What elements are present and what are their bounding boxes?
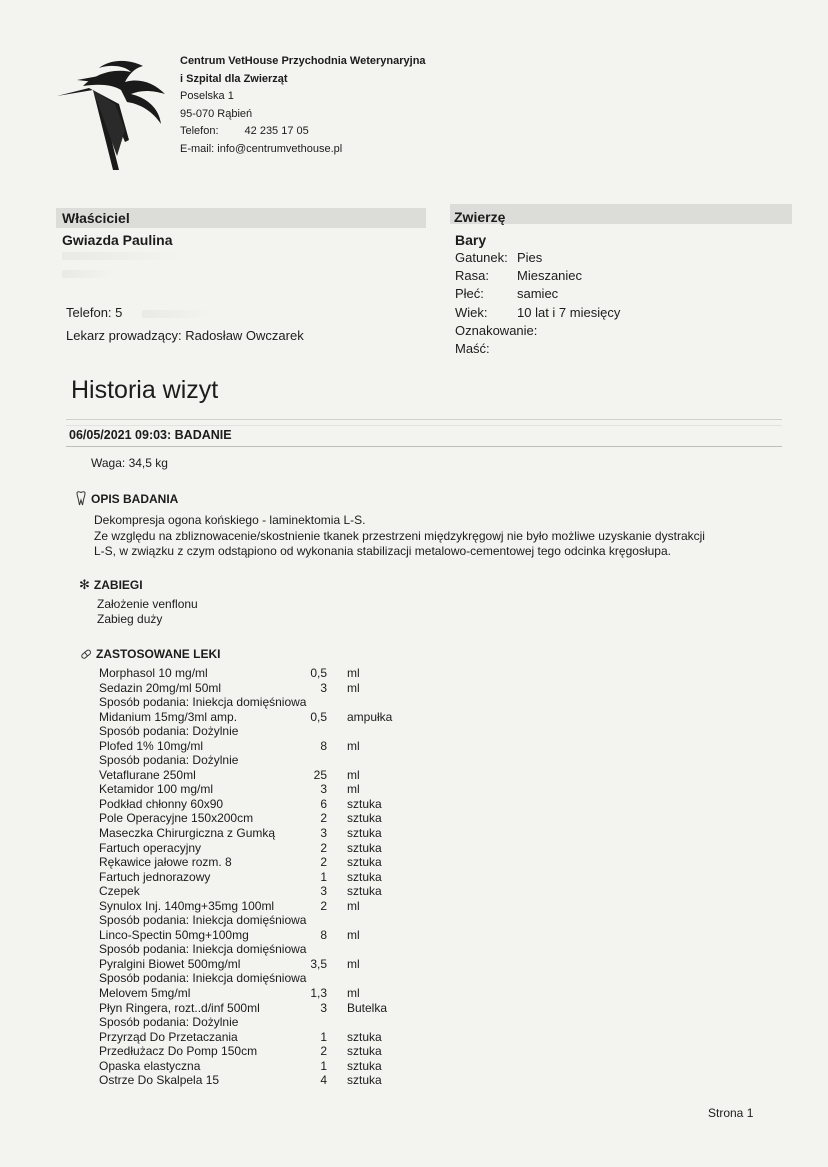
meds-table xyxy=(99,666,392,1088)
med-name: Opaska elastyczna xyxy=(99,1058,201,1073)
clinic-email: E-mail: info@centrumvethouse.pl xyxy=(180,142,343,155)
divider xyxy=(66,446,782,447)
med-name: Midanium 15mg/3ml amp. xyxy=(99,709,238,724)
clinic-street: Poselska 1 xyxy=(180,90,234,102)
med-route-row xyxy=(99,1015,392,1030)
scalpel-cross-icon: ✻ xyxy=(79,577,90,592)
med-name: Pyralgini Biowet 500mg/ml xyxy=(99,956,241,971)
med-unit: sztuka xyxy=(347,840,382,855)
animal-field-breed: Rasa: Mieszaniec xyxy=(455,268,583,284)
exam-line: L-S, w związku z czym odstąpiono od wykonania stabilizacji metalowo-cementowej tego odcinka kręgosłupa. xyxy=(94,544,671,558)
med-qty: 1 xyxy=(320,1029,327,1044)
med-qty: 8 xyxy=(320,738,327,753)
clinic-phone: 42 235 17 05 xyxy=(244,125,309,137)
procedures-section-header xyxy=(79,577,143,593)
med-unit: ml xyxy=(347,898,360,913)
med-row xyxy=(99,710,392,725)
procedure-item: Zabieg duży xyxy=(97,612,163,626)
med-route-row xyxy=(99,913,392,928)
med-unit: ml xyxy=(347,666,360,680)
med-unit: sztuka xyxy=(347,1044,382,1059)
med-unit: ml xyxy=(347,986,360,1001)
med-name: Pole Operacyjne 150x200cm xyxy=(99,811,254,826)
med-name: Czepek xyxy=(99,884,140,899)
med-unit: sztuka xyxy=(347,884,382,899)
attending-doctor: Lekarz prowadzący: Radosław Owczarek xyxy=(66,328,304,343)
med-qty: 3 xyxy=(320,680,327,695)
med-name: Płyn Ringera, rozt..d/inf 500ml xyxy=(99,1000,260,1015)
med-row xyxy=(99,1073,392,1088)
med-row xyxy=(99,884,392,899)
med-name: Synulox Inj. 140mg+35mg 100ml xyxy=(99,898,275,913)
owner-heading: Właściciel xyxy=(62,210,130,226)
med-route-row xyxy=(99,695,392,710)
med-row xyxy=(99,1030,392,1045)
pill-icon xyxy=(80,648,92,660)
med-qty: 3,5 xyxy=(310,956,327,971)
med-name: Sposób podania: Iniekcja domięśniowa xyxy=(99,942,307,957)
med-row xyxy=(99,986,392,1001)
med-route-row xyxy=(99,942,392,957)
med-row xyxy=(99,811,392,826)
page-number: Strona 1 xyxy=(708,1106,754,1120)
meds-heading: ZASTOSOWANE LEKI xyxy=(96,647,221,661)
med-qty: 1 xyxy=(320,869,327,884)
med-row xyxy=(99,797,392,812)
med-qty: 3 xyxy=(320,782,327,797)
owner-phone: Telefon: 5 xyxy=(66,305,123,320)
med-row xyxy=(99,855,392,870)
animal-name: Bary xyxy=(455,232,487,248)
clinic-name-line2: i Szpital dla Zwierząt xyxy=(180,72,288,85)
med-qty: 3 xyxy=(320,826,327,841)
med-row xyxy=(99,1044,392,1059)
clinic-name-line1: Centrum VetHouse Przychodnia Weterynaryjna xyxy=(180,55,426,67)
med-unit: ml xyxy=(347,680,360,695)
med-name: Przyrząd Do Przetaczania xyxy=(99,1029,238,1044)
med-unit: sztuka xyxy=(347,796,382,811)
exam-section-header xyxy=(75,491,178,507)
med-qty: 0,5 xyxy=(310,709,327,724)
med-unit: ml xyxy=(347,956,360,971)
med-name: Vetaflurane 250ml xyxy=(99,767,196,782)
med-qty: 2 xyxy=(320,855,327,870)
med-unit: sztuka xyxy=(347,1029,382,1044)
med-row xyxy=(99,1059,392,1074)
med-row xyxy=(99,739,392,754)
procedures-heading: ZABIEGI xyxy=(93,578,143,592)
animal-fields xyxy=(455,249,620,358)
clinic-city: 95-070 Rąbień xyxy=(180,107,253,120)
med-route-row xyxy=(99,753,392,768)
med-qty: 1 xyxy=(320,1058,327,1073)
history-title: Historia wizyt xyxy=(71,376,219,404)
med-name: Linco-Spectin 50mg+100mg xyxy=(99,927,249,942)
owner-name: Gwiazda Paulina xyxy=(62,232,173,248)
clinic-info xyxy=(180,53,426,158)
tooth-icon xyxy=(75,491,87,507)
med-row xyxy=(99,826,392,841)
med-name: Ketamidor 100 mg/ml xyxy=(99,782,214,797)
med-qty: 1,3 xyxy=(310,986,327,1001)
med-name: Podkład chłonny 60x90 xyxy=(99,796,224,811)
med-unit: ml xyxy=(347,782,360,797)
med-qty: 2 xyxy=(320,840,327,855)
divider xyxy=(66,419,782,420)
med-unit: sztuka xyxy=(347,1058,382,1073)
med-row xyxy=(99,681,392,696)
divider xyxy=(66,425,782,426)
med-name: Fartuch operacyjny xyxy=(99,840,202,855)
med-name: Melovem 5mg/ml xyxy=(99,986,191,1001)
med-name: Sposób podania: Dożylnie xyxy=(99,1015,239,1030)
animal-field-color: Maść: xyxy=(455,341,490,357)
procedure-item: Założenie venflonu xyxy=(97,597,198,611)
med-row xyxy=(99,782,392,797)
med-row xyxy=(99,1001,392,1016)
med-unit: ml xyxy=(347,738,360,753)
med-row xyxy=(99,957,392,972)
med-unit: ampułka xyxy=(347,709,393,724)
med-unit: sztuka xyxy=(347,869,382,884)
med-qty: 2 xyxy=(320,811,327,826)
animal-field-age: Wiek: 10 lat i 7 miesięcy xyxy=(455,304,621,320)
animal-field-marking: Oznakowanie: xyxy=(455,322,538,338)
exam-heading: OPIS BADANIA xyxy=(91,492,179,506)
med-qty: 6 xyxy=(320,796,327,811)
med-qty: 3 xyxy=(320,1000,327,1015)
med-name: Przedłużacz Do Pomp 150cm xyxy=(99,1044,258,1059)
med-name: Sposób podania: Iniekcja domięśniowa xyxy=(99,695,307,710)
animal-heading: Zwierzę xyxy=(454,209,506,225)
med-qty: 0,5 xyxy=(310,666,327,680)
redacted-address xyxy=(62,252,182,260)
med-name: Sedazin 20mg/ml 50ml xyxy=(99,680,222,695)
med-qty: 4 xyxy=(320,1073,327,1088)
animal-field-species: Gatunek: Pies xyxy=(455,250,543,265)
med-qty: 3 xyxy=(320,884,327,899)
med-name: Sposób podania: Iniekcja domięśniowa xyxy=(99,971,307,986)
clinic-phone-row xyxy=(180,123,426,141)
med-row xyxy=(99,899,392,914)
exam-text xyxy=(94,513,705,560)
med-qty: 25 xyxy=(313,767,327,782)
med-row xyxy=(99,768,392,783)
med-name: Maseczka Chirurgiczna z Gumką xyxy=(99,826,276,841)
med-row xyxy=(99,928,392,943)
med-route-row xyxy=(99,971,392,986)
med-name: Fartuch jednorazowy xyxy=(99,869,211,884)
med-unit: ml xyxy=(347,767,360,782)
animal-field-sex: Płeć: samiec xyxy=(455,286,559,302)
med-name: Ostrze Do Skalpela 15 xyxy=(99,1073,220,1088)
med-unit: sztuka xyxy=(347,1073,382,1088)
med-name: Morphasol 10 mg/ml xyxy=(99,666,208,680)
med-name: Sposób podania: Iniekcja domięśniowa xyxy=(99,913,307,928)
med-unit: sztuka xyxy=(347,855,382,870)
exam-line: Dekompresja ogona końskiego - laminektomia L-S. xyxy=(94,513,366,527)
med-name: Sposób podania: Dożylnie xyxy=(99,753,239,768)
redacted-city xyxy=(62,270,114,278)
med-unit: Butelka xyxy=(347,1000,388,1015)
med-row xyxy=(99,841,392,856)
med-name: Plofed 1% 10mg/ml xyxy=(99,738,204,753)
med-unit: ml xyxy=(347,927,360,942)
clinic-logo-icon xyxy=(55,60,170,180)
med-unit: sztuka xyxy=(347,826,382,841)
med-name: Sposób podania: Dożylnie xyxy=(99,724,239,739)
clinic-phone-label: Telefon: xyxy=(180,125,219,137)
med-name: Rękawice jałowe rozm. 8 xyxy=(99,855,232,870)
med-unit: sztuka xyxy=(347,811,382,826)
meds-section-header xyxy=(80,647,220,661)
procedures-list xyxy=(97,597,198,627)
redacted-phone xyxy=(142,310,212,318)
med-row xyxy=(99,870,392,885)
med-qty: 8 xyxy=(320,927,327,942)
med-row xyxy=(99,666,392,681)
med-route-row xyxy=(99,724,392,739)
weight: Waga: 34,5 kg xyxy=(91,456,168,470)
med-qty: 2 xyxy=(320,1044,327,1059)
med-qty: 2 xyxy=(320,898,327,913)
exam-line: Ze względu na zbliznowacenie/skostnienie tkanek przestrzeni międzykręgowj nie było możliwe uzyskanie dystrakcji xyxy=(94,528,705,543)
visit-header: 06/05/2021 09:03: BADANIE xyxy=(69,428,232,442)
